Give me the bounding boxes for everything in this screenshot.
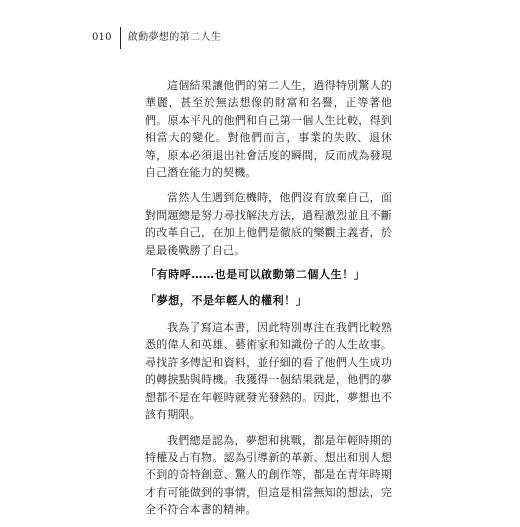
- paragraph: 我為了寫這本書，因此特別專注在我們比較熟悉的偉人和英雄、藝術家和知識份子的人生故事。尋找許多傳記和資料，並仔細的看了他們人生成功的轉捩點與時機。我獲得一個結果就是，他們的夢想都不是在年輕時就發光發熱的。因此，夢想也不該有期限。: [145, 321, 392, 422]
- book-title: 啟動夢想的第二人生: [127, 32, 222, 43]
- body-text: [145, 77, 392, 527]
- quote-line: 「有時呼……也是可以啟動第二個人生！」: [145, 268, 366, 282]
- paragraph: 我們總是認為，夢想和挑戰，都是年輕時期的特權及占有物。認為引導新的革新、想出和別人想不到的奇特創意、驚人的創作等，都是在青年時期才有可能做到的事情，但這是相當無知的想法，完全不符合本書的精神。: [145, 433, 392, 517]
- quote-line: 「夢想，不是年輕人的權利！」: [145, 294, 308, 308]
- paragraph: 這個結果讓他們的第二人生，過得特別驚人的華麗，甚至於無法想像的財富和名譽，正等著他們。原本平凡的他們和自己第一個人生比較，得到相當大的變化。對他們而言，事業的失敗、退休等，原本必須退出社會活度的瞬間，反而成為發現自己潛在能力的契機。: [145, 79, 392, 180]
- header-divider: [120, 27, 121, 49]
- paragraph: 當然人生遇到危機時，他們沒有放棄自己，面對問題總是努力尋找解決方法，過程激烈並且不斷的改革自己，在加上他們是徹底的樂觀主義者，於是最後戰勝了自己。: [145, 191, 392, 257]
- running-head: [92, 31, 221, 45]
- page-number: 010: [92, 32, 112, 43]
